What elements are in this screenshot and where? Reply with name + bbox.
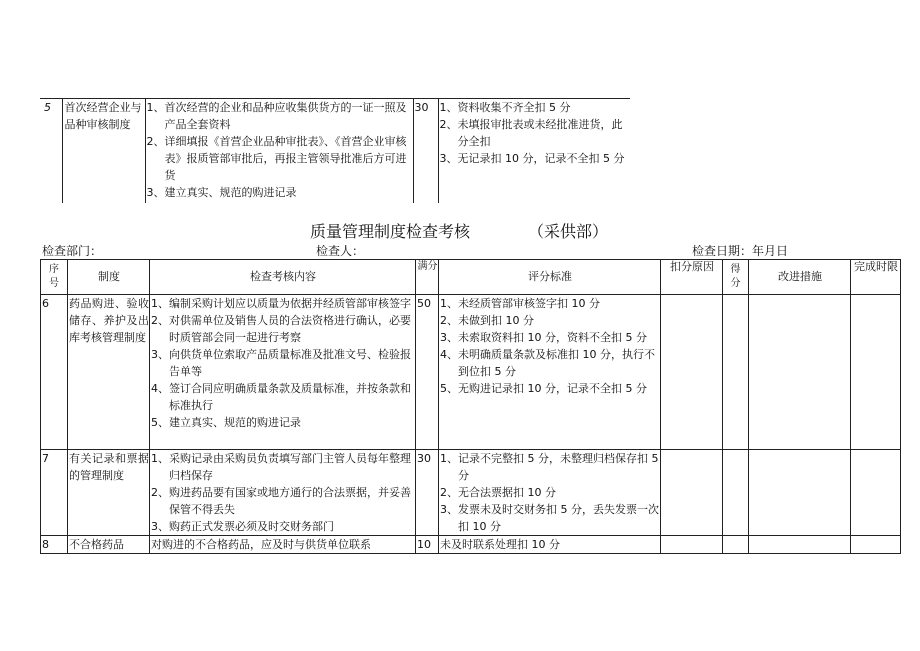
- list-item: [440, 116, 631, 150]
- item-number: 3、: [146, 186, 165, 199]
- item-text: 对供需单位及销售人员的合法资格进行确认，必要时质管部会同一起进行考察: [169, 314, 411, 344]
- department-text: （采供部）: [528, 222, 609, 241]
- item-number: 3、: [440, 503, 458, 516]
- table-row: [41, 450, 901, 536]
- criteria-cell: [438, 99, 630, 203]
- item-text: 未填报审批表或未经批准进货，此分全扣: [457, 118, 623, 148]
- item-text: 资料收集不齐全扣 5 分: [457, 101, 571, 114]
- date-label: 检查日期：年月日: [692, 244, 789, 258]
- reason-cell[interactable]: [661, 450, 723, 536]
- item-number: 2、: [151, 486, 169, 499]
- item-number: 3、: [151, 520, 169, 533]
- item-number: 3、: [151, 348, 169, 361]
- list-item: [440, 380, 660, 397]
- item-text: 购药正式发票必须及时交财务部门: [169, 520, 334, 533]
- item-text: 建立真实、规范的购进记录: [164, 186, 297, 199]
- item-text: 未明确质量条款及标准扣 10 分，执行不到位扣 5 分: [458, 348, 655, 378]
- reason-cell[interactable]: [661, 536, 723, 554]
- item-number: 1、: [439, 101, 458, 114]
- item-text: 采购记录由采购员负责填写部门主管人员每年整理归档保存: [169, 452, 411, 482]
- item-text: 购进药品要有国家或地方通行的合法票据，并妥善保管不得丢失: [169, 486, 411, 516]
- item-number: 1、: [440, 297, 458, 310]
- inspector-label: 检查人：: [316, 244, 365, 258]
- item-number: 3、: [440, 331, 458, 344]
- seq-cell: 8: [41, 536, 68, 554]
- list-item: [440, 99, 631, 116]
- got-cell[interactable]: [723, 295, 749, 450]
- deadline-cell[interactable]: [851, 295, 901, 450]
- seq-cell: 7: [41, 450, 68, 536]
- item-number: 2、: [439, 118, 458, 131]
- list-item: [151, 346, 415, 380]
- header-deadline: 完成时限: [851, 260, 901, 295]
- item-text: 未做到扣 10 分: [458, 314, 534, 327]
- item-text: 无记录扣 10 分，记录不全扣 5 分: [457, 152, 625, 165]
- list-item: [151, 414, 415, 431]
- item-text: 向供货单位索取产品质量标准及批准文号、检验报告单等: [169, 348, 411, 378]
- list-item: [440, 346, 660, 380]
- item-text: 无购进记录扣 10 分，记录不全扣 5 分: [458, 382, 647, 395]
- table-row: [41, 295, 901, 450]
- list-item: [151, 295, 415, 312]
- content-cell: [150, 450, 416, 536]
- deadline-cell[interactable]: [851, 450, 901, 536]
- criteria-cell: [439, 295, 661, 450]
- header-got: 得分: [723, 260, 749, 295]
- item-text: 未经质管部审核签字扣 10 分: [458, 297, 600, 310]
- score-cell: 50: [416, 295, 439, 450]
- list-item: [440, 150, 631, 167]
- item-text: 签订合同应明确质量条款及质量标准，并按条款和标准执行: [169, 382, 411, 412]
- item-number: 2、: [440, 486, 458, 499]
- item-number: 2、: [151, 314, 169, 327]
- list-item: [440, 295, 660, 312]
- header-seq: 序号: [41, 260, 68, 295]
- list-item: [440, 501, 660, 535]
- item-number: 4、: [151, 382, 169, 395]
- content-cell: [150, 295, 416, 450]
- first-inspection-table: [40, 98, 630, 203]
- deadline-cell[interactable]: [851, 536, 901, 554]
- item-text: 发票未及时交财务扣 5 分，丢失发票一次扣 10 分: [458, 503, 659, 533]
- item-number: 1、: [151, 297, 169, 310]
- item-text: 编制采购计划应以质量为依据并经质管部审核签字: [169, 297, 411, 310]
- list-item: [151, 312, 415, 346]
- item-text: 建立真实、规范的购进记录: [169, 416, 301, 429]
- list-item: [147, 184, 413, 201]
- list-item: [440, 329, 660, 346]
- improve-cell[interactable]: [749, 450, 851, 536]
- table-header: [41, 260, 901, 295]
- reason-cell[interactable]: [661, 295, 723, 450]
- item-number: 1、: [440, 452, 458, 465]
- score-cell: 10: [416, 536, 439, 554]
- item-text: 详细填报《首营企业品种审批表》、《首营企业审核表》报质管部审批后，再报主管领导批准后方可进货: [164, 135, 407, 182]
- list-item: [147, 133, 413, 184]
- list-item: [151, 380, 415, 414]
- list-item: [151, 518, 415, 535]
- item-number: 5、: [440, 382, 458, 395]
- item-number: 5、: [151, 416, 169, 429]
- item-number: 1、: [151, 452, 169, 465]
- header-improve: 改进措施: [749, 260, 851, 295]
- title-text: 质量管理制度检查考核: [310, 222, 471, 241]
- item-number: 2、: [146, 135, 165, 148]
- list-item: [147, 99, 413, 133]
- header-criteria: 评分标准: [439, 260, 661, 295]
- item-number: 4、: [440, 348, 458, 361]
- score-cell: 30: [413, 99, 438, 203]
- table-row: [41, 536, 901, 554]
- item-text: 首次经营的企业和品种应收集供货方的一证一照及产品全套资料: [164, 101, 407, 131]
- content-cell: [145, 99, 413, 203]
- got-cell[interactable]: [723, 450, 749, 536]
- item-number: 2、: [440, 314, 458, 327]
- seq-cell: 5: [40, 99, 62, 203]
- header-content: 检查考核内容: [150, 260, 416, 295]
- got-cell[interactable]: [723, 536, 749, 554]
- content-cell: 对购进的不合格药品，应及时与供货单位联系: [150, 536, 416, 554]
- item-number: 1、: [146, 101, 165, 114]
- item-text: 无合法票据扣 10 分: [458, 486, 556, 499]
- system-cell: 有关记录和票据的管理制度: [68, 450, 150, 536]
- list-item: [440, 312, 660, 329]
- header-reason: 扣分原因: [661, 260, 723, 295]
- list-item: [440, 450, 660, 484]
- header-system: 制度: [68, 260, 150, 295]
- system-cell: 药品购进、验收储存、养护及出库考核管理制度: [68, 295, 150, 450]
- item-text: 未索取资料扣 10 分，资料不全扣 5 分: [458, 331, 647, 344]
- list-item: [151, 484, 415, 518]
- improve-cell[interactable]: [749, 295, 851, 450]
- system-cell: 首次经营企业与品种审核制度: [62, 99, 145, 203]
- list-item: [151, 450, 415, 484]
- table-row: [40, 99, 630, 203]
- criteria-cell: 未及时联系处理扣 10 分: [439, 536, 661, 554]
- seq-cell: 6: [41, 295, 68, 450]
- score-cell: 30: [416, 450, 439, 536]
- improve-cell[interactable]: [749, 536, 851, 554]
- item-text: 记录不完整扣 5 分，未整理归档保存扣 5 分: [458, 452, 659, 482]
- item-number: 3、: [439, 152, 458, 165]
- criteria-cell: [439, 450, 661, 536]
- inspection-table: [40, 259, 901, 554]
- header-score: 满分: [416, 260, 439, 295]
- list-item: [440, 484, 660, 501]
- system-cell: 不合格药品: [68, 536, 150, 554]
- dept-label: 检查部门：: [42, 244, 103, 258]
